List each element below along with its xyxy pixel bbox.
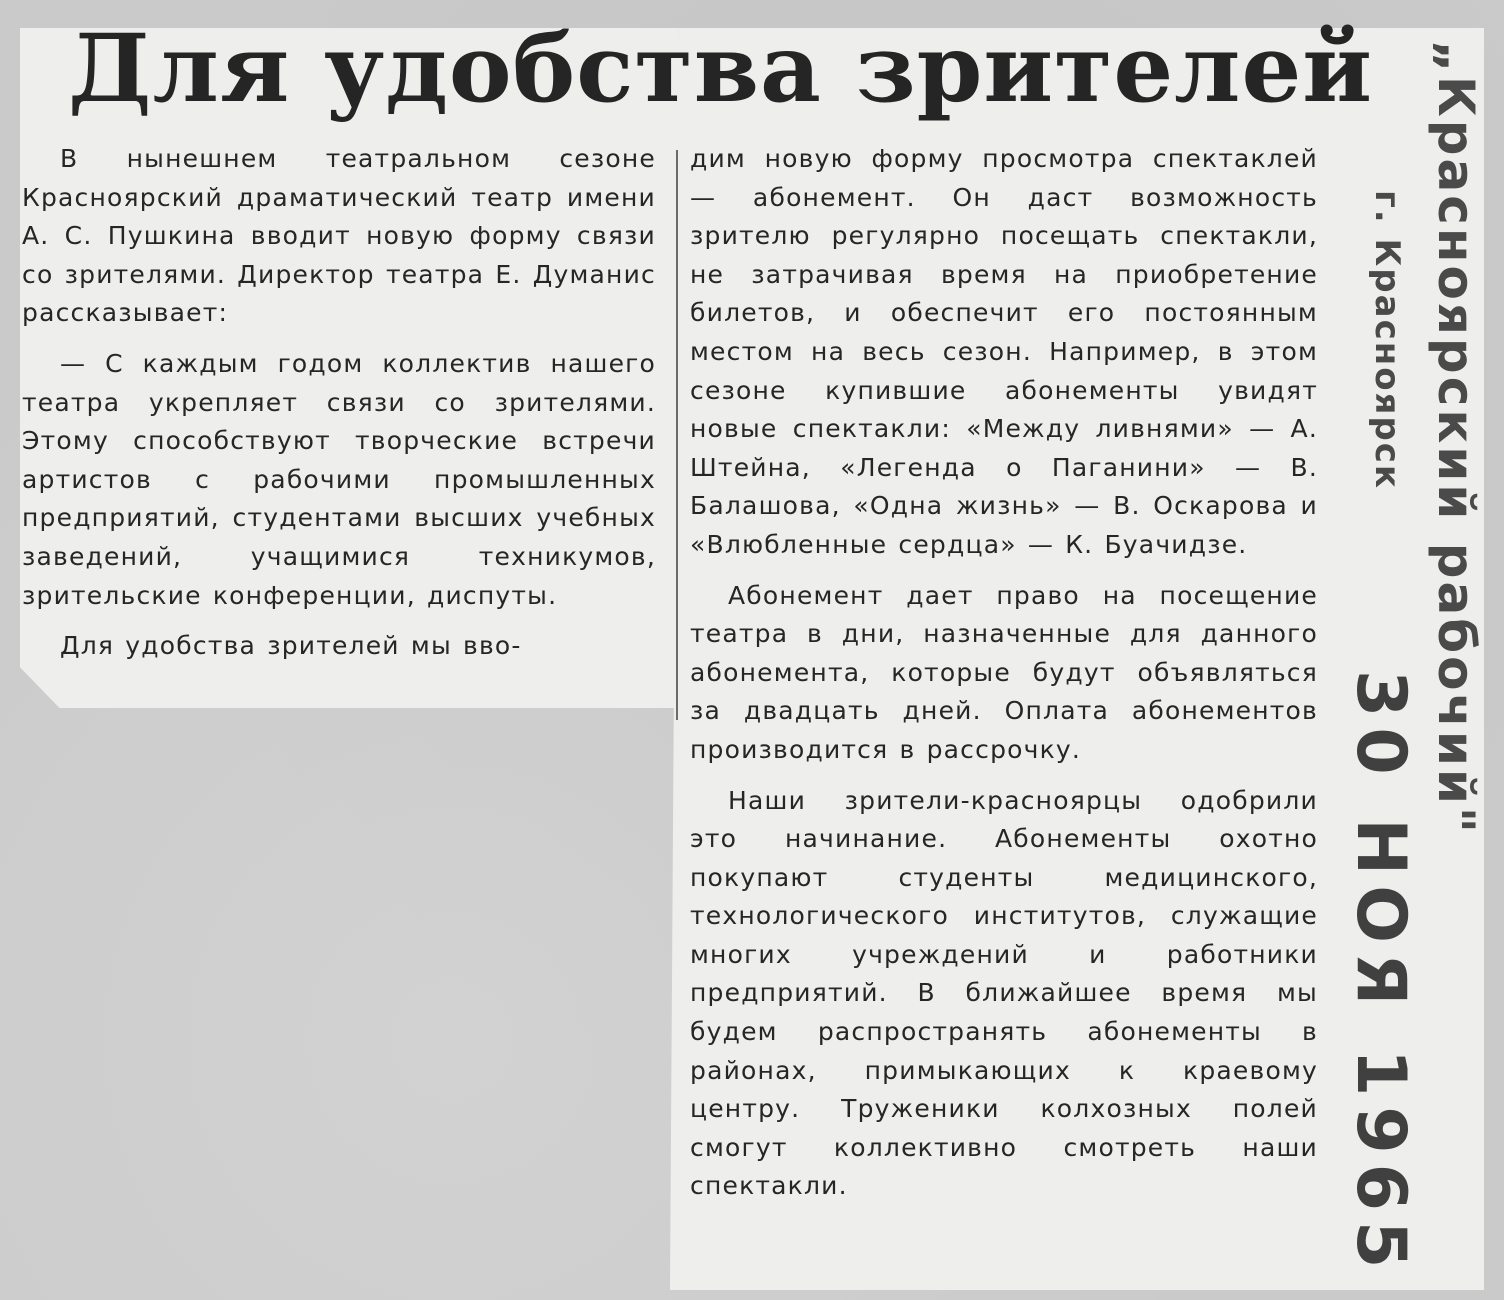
stamp-newspaper-name: „Красноярский рабочий" bbox=[1427, 40, 1485, 836]
paragraph-approval: Наши зрители-красноярцы одобрили это начинание. Абонементы охотно покупают студенты медицинского, технологического институтов, служащие многих учреждений и работники предприятий. В ближайшее время мы будем распространять абонементы в районах, примыкающих к краевому центру. Труженики колхозных полей смогут коллективно смотреть наши спектакли. bbox=[690, 785, 1318, 1201]
paragraph-quote: — С каждым годом коллектив нашего театра укрепляет связи со зрителями. Этому способствуют творческие встречи артистов с рабочими промышленных предприятий, студентами высших учебных заведений, учащимися техникумов, зрительские конференции, диспуты. bbox=[22, 348, 656, 610]
column-divider bbox=[676, 150, 678, 720]
left-column bbox=[22, 140, 656, 666]
paragraph-intro: В нынешнем театральном сезоне Красноярский драматический театр имени А. С. Пушкина вводит новую форму связи со зрителями. Директор театра Е. Думанис рассказывает: bbox=[22, 144, 656, 328]
paragraph-continued: Для удобства зрителей мы вво- bbox=[60, 631, 522, 661]
right-column bbox=[690, 140, 1318, 1206]
archive-stamp bbox=[1335, 20, 1495, 1279]
stamp-city: г. Красноярск bbox=[1367, 190, 1407, 490]
paragraph-rights: Абонемент дает право на посещение театра в дни, назначенные для данного абонемента, которые будут объявляться за двадцать дней. Оплата абонементов производится в рассрочку. bbox=[690, 580, 1318, 764]
paragraph-subscription: дим новую форму просмотра спектаклей — абонемент. Он даст возможность зрителю регулярно посещать спектакли, не затрачивая время на приобретение билетов, и обеспечит его постоянным местом на весь сезон. Например, в этом сезоне купившие абонементы увидят новые спектакли: «Между ливнями» — А. Штейна, «Легенда о Паганини» — В. Балашова, «Одна жизнь» — В. Оскарова и «Влюбленные сердца» — К. Буачидзе. bbox=[690, 144, 1318, 559]
article-headline: Для удобства зрителей bbox=[68, 14, 1373, 124]
stamp-date: 30 НОЯ 1965 bbox=[1341, 670, 1420, 1279]
